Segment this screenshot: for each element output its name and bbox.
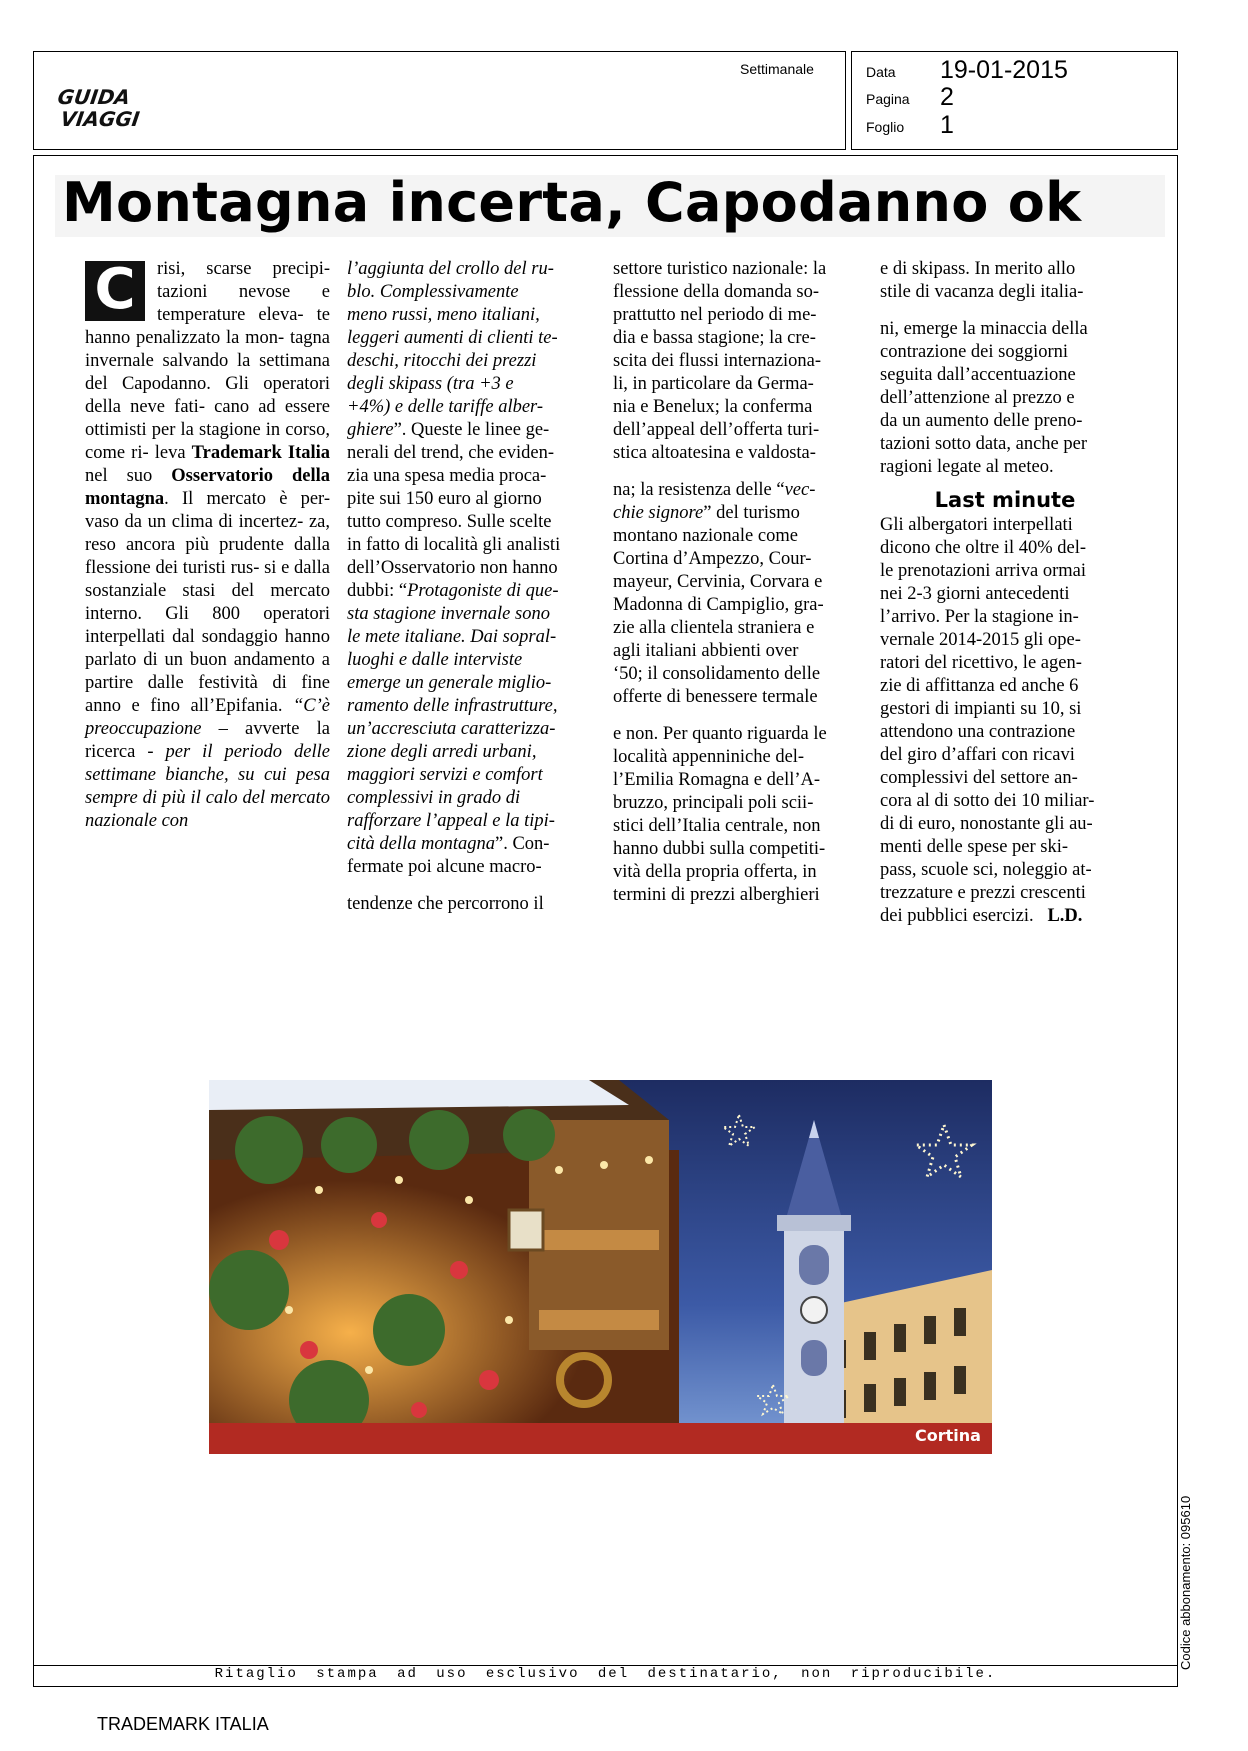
text-line: del mercato interno. Gli 800 (85, 581, 330, 624)
text-line: vaso da un clima di incertez- (85, 512, 304, 532)
text-line: pite sui 150 euro al giorno (347, 489, 542, 509)
text-line: dell’appeal dell’offerta turi- (613, 420, 820, 440)
text-line: tutto compreso. Sulle scelte (347, 512, 552, 532)
svg-text:VIAGGI: VIAGGI (59, 107, 142, 130)
text-line: risi, scarse precipi- (157, 259, 330, 279)
text-line: zia una spesa media proca- (347, 466, 547, 486)
text-line: termini di prezzi alberghieri (613, 885, 820, 905)
text-line: sondaggio hanno parlato di (85, 627, 330, 670)
text-line: agli italiani abbienti over (613, 641, 799, 661)
quote-text: preoccupazione (85, 719, 202, 739)
quote-text: cità della montagna (347, 834, 495, 854)
text-line: le prenotazioni arriva ormai (880, 561, 1086, 581)
text-line: cora al di sotto dei 10 miliar- (880, 791, 1095, 811)
text-line: mayeur, Cervinia, Corvara e (613, 572, 823, 592)
text-line: settimana del Capodanno. (85, 351, 330, 394)
text-line: na; la resistenza delle “ (613, 480, 785, 500)
text-line: temperature eleva- (157, 305, 304, 325)
text-line: ratori del ricettivo, le agen- (880, 653, 1082, 673)
text-line: dubbi: “ (347, 581, 408, 601)
text-line: nei 2-3 giorni antecedenti (880, 584, 1070, 604)
text-line: si e dalla sostanziale stasi (85, 558, 330, 601)
quote-text: un’accresciuta caratterizza- (347, 719, 556, 739)
sheet-label: Foglio (866, 119, 905, 135)
quote-text: luoghi e dalle interviste (347, 650, 523, 670)
text-line: del giro d’affari con ricavi (880, 745, 1075, 765)
subhead: Last minute (934, 488, 1076, 512)
page-label: Pagina (866, 91, 910, 107)
quote-text: ghiere (347, 420, 394, 440)
text-line: vernale 2014-2015 gli ope- (880, 630, 1081, 650)
report-name: Osservatorio della (171, 466, 331, 486)
text-line: li, in particolare da Germa- (613, 374, 814, 394)
text-line: . Il mercato è per- (164, 489, 330, 509)
quote-text: del mercato nazionale con (85, 788, 331, 831)
text-line: da un aumento delle preno- (880, 411, 1083, 431)
quote-text: l’aggiunta del crollo del ru- (347, 259, 554, 279)
photo-caption-bar (209, 1423, 992, 1454)
quote-text: settimane bianche, su cui (85, 765, 287, 785)
text-line: cano ad essere ottimisti per (85, 397, 331, 440)
text-line: nerali del trend, che eviden- (347, 443, 554, 463)
text-line: la stagione in corso, come ri- (85, 420, 330, 463)
text-line: ni, emerge la minaccia della (880, 319, 1088, 339)
quote-text: emerge un generale miglio- (347, 673, 552, 693)
text-line: tazioni nevose e (157, 282, 330, 302)
text-line: suo (126, 466, 153, 486)
text-line: tagna invernale salvando la (85, 328, 331, 371)
quote-text: rafforzare l’appeal e la tipi- (347, 811, 555, 831)
text-line: ”. Queste le linee ge- (393, 420, 550, 440)
quote-text: zione degli arredi urbani, (347, 742, 537, 762)
text-line: trezzature e prezzi crescenti (880, 883, 1086, 903)
text-line: stica altoatesina e valdosta- (613, 443, 816, 463)
text-line: Gli operatori della neve fati- (85, 374, 330, 417)
text-line: scita dei flussi internaziona- (613, 351, 822, 371)
text-line: gestori di impianti su 10, si (880, 699, 1082, 719)
article-column-2 (347, 258, 593, 916)
text-line: complessivi del settore an- (880, 768, 1078, 788)
text-line: e non. Per quanto riguarda le (613, 724, 827, 744)
text-line: l’Emilia Romagna e dell’A- (613, 770, 821, 790)
text-line: Cortina d’Ampezzo, Cour- (613, 549, 812, 569)
text-line: di di euro, nonostante gli au- (880, 814, 1093, 834)
sheet-value: 1 (940, 111, 954, 139)
text-line: ”. Con- (494, 834, 550, 854)
quote-text: vec- (784, 480, 816, 500)
text-line: zie di affittanza ed anche 6 (880, 676, 1079, 696)
report-name: montagna (85, 489, 165, 509)
text-line: nia e Benelux; la conferma (613, 397, 813, 417)
text-line: e di skipass. In merito allo (880, 259, 1076, 279)
text-line: ‘50; il consolidamento delle (613, 664, 821, 684)
headline: Montagna incerta, Capodanno ok (62, 171, 1082, 234)
quote-text: complessivi in grado di (347, 788, 521, 808)
dropcap: C (85, 261, 145, 321)
text-line: – avverte la (201, 719, 330, 739)
text-line: ragioni legate al meteo. (880, 457, 1054, 477)
text-line: montano nazionale come (613, 526, 798, 546)
author-initials: L.D. (1047, 906, 1083, 926)
subscription-code: Codice abbonamento: 095610 (1178, 1495, 1193, 1670)
text-line: dell’Osservatorio non hanno (347, 558, 558, 578)
quote-text: degli skipass (tra +3 e (347, 374, 514, 394)
quote-text: per il periodo delle (153, 742, 330, 762)
company-name: Trademark Italia (191, 443, 331, 463)
text-line: l’arrivo. Per la stagione in- (880, 607, 1079, 627)
text-line: pass, scuole sci, noleggio at- (880, 860, 1092, 880)
text-line: dei pubblici esercizi. (880, 906, 1034, 926)
text-line: in fatto di località gli analisti (347, 535, 561, 555)
text-line: un buon andamento a partire (85, 650, 330, 693)
text-line: vità della propria offerta, in (613, 862, 817, 882)
text-line: settore turistico nazionale: la (613, 259, 827, 279)
photo-caption: Cortina (915, 1426, 981, 1445)
text-line: leva (154, 443, 186, 463)
article-column-3 (613, 258, 863, 907)
article-column-1 (85, 258, 330, 833)
text-line: dalle festività di fine anno e (85, 673, 331, 716)
text-line: zie alla clientela straniera e (613, 618, 815, 638)
text-line: ” del turismo (703, 503, 800, 523)
date-label: Data (866, 64, 896, 80)
text-line: offerte di benessere termale (613, 687, 818, 707)
quote-text: deschi, ritocchi dei prezzi (347, 351, 537, 371)
page-value: 2 (940, 83, 954, 111)
date-value: 19-01-2015 (940, 56, 1068, 84)
periodicity-label: Settimanale (740, 61, 814, 77)
text-line: bruzzo, principali poli scii- (613, 793, 814, 813)
text-line: fino all’Epifania. (150, 696, 283, 716)
text-line: Gli albergatori interpellati (880, 515, 1073, 535)
text-line: stile di vacanza degli italia- (880, 282, 1084, 302)
quote-text: meno russi, meno italiani, (347, 305, 540, 325)
text-line: za, reso ancora più prudente (85, 512, 330, 555)
disclaimer: Ritaglio stampa ad uso esclusivo del destinatario, non riproducibile. (214, 1666, 997, 1682)
quote-text: pesa sempre di più il calo (85, 765, 330, 808)
text-line: seguita dall’accentuazione (880, 365, 1076, 385)
quote-text: sta stagione invernale sono (347, 604, 550, 624)
quote-text: Protagoniste di que- (407, 581, 559, 601)
text-line: attendono una contrazione (880, 722, 1076, 742)
text-line: operatori interpellati dal (85, 604, 330, 647)
text-line: te hanno penalizzato la mon- (85, 305, 330, 348)
publication-logo (58, 82, 158, 130)
text-line: hanno dubbi sulla competiti- (613, 839, 826, 859)
quote-text: ramento delle infrastrutture, (347, 696, 558, 716)
svg-text:GUIDA: GUIDA (58, 85, 132, 109)
text-line: Madonna di Campiglio, gra- (613, 595, 824, 615)
text-line: fermate poi alcune macro- (347, 857, 542, 877)
quote-text: blo. Complessivamente (347, 282, 519, 302)
text-line: menti delle spese per ski- (880, 837, 1069, 857)
text-line: prattutto nel periodo di me- (613, 305, 817, 325)
quote-text: +4%) e delle tariffe alber- (347, 397, 544, 417)
text-line: stici dell’Italia centrale, non (613, 816, 821, 836)
source-label: TRADEMARK ITALIA (97, 1714, 269, 1734)
quote-text: le mete italiane. Dai sopral- (347, 627, 557, 647)
text-line: nel (85, 466, 108, 486)
quote-text: chie signore (613, 503, 704, 523)
text-line: dell’attenzione al prezzo e (880, 388, 1075, 408)
text-line: dalla flessione dei turisti rus- (85, 535, 330, 578)
text-line: flessione della domanda so- (613, 282, 820, 302)
quote-text: maggiori servizi e comfort (347, 765, 543, 785)
article-column-4 (880, 258, 1130, 928)
text-line: tazioni sotto data, anche per (880, 434, 1088, 454)
text-line: ricerca - (85, 742, 154, 762)
text-line: tendenze che percorrono il (347, 894, 544, 914)
cortina-photo (209, 1080, 992, 1454)
text-line: contrazione dei soggiorni (880, 342, 1069, 362)
text-line: dicono che oltre il 40% del- (880, 538, 1087, 558)
text-line: dia e bassa stagione; la cre- (613, 328, 816, 348)
quote-text: leggeri aumenti di clienti te- (347, 328, 558, 348)
quote-text: “C’è (293, 696, 330, 716)
text-line: località appenniniche del- (613, 747, 805, 767)
